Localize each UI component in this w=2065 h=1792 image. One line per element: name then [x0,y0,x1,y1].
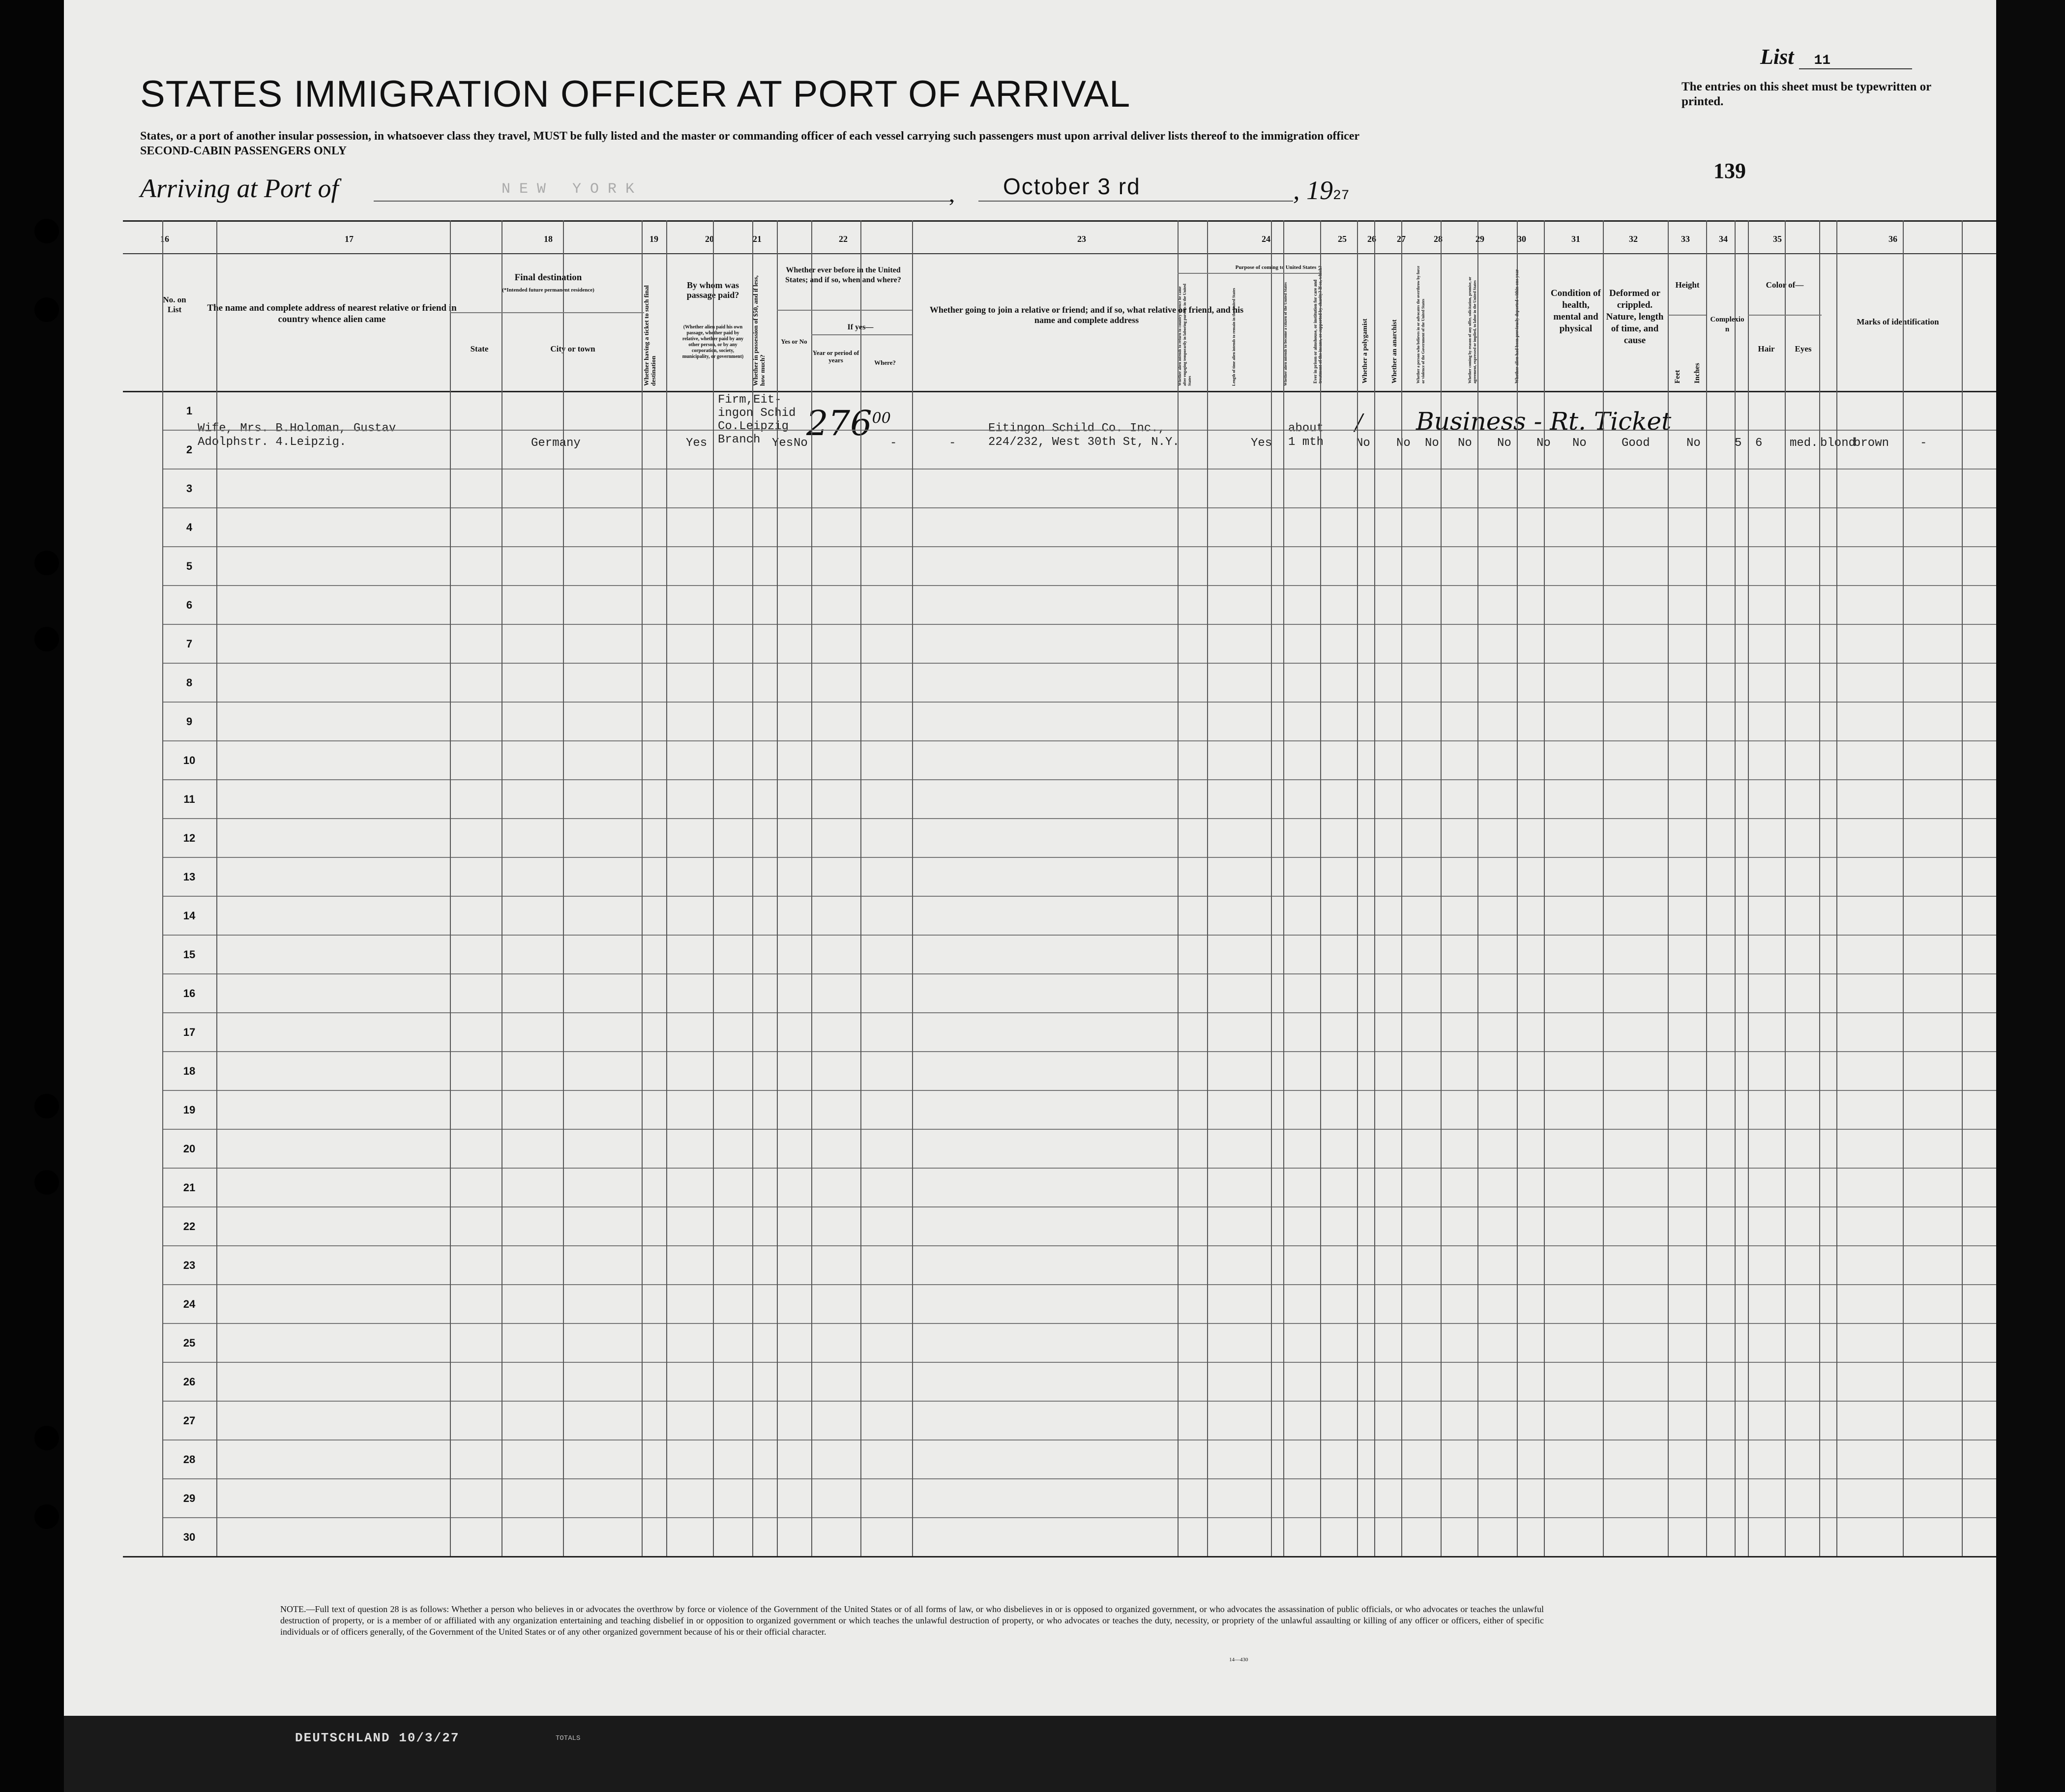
instructions-text: States, or a port of another insular possession, in whatsoever class they travel, MUST be fully listed and the master or commanding officer of each vessel carrying such passengers must upon arrival deliver lists thereof to the immigration officer SECOND-CABIN PASSENGERS ONLY [140,130,1360,157]
col-number: 21 [753,234,762,244]
column-rule [1668,220,1669,1556]
row-number: 4 [186,521,193,533]
height-feet: 5 [1735,437,1742,450]
row-number: 12 [183,832,196,844]
col24a-header: Whether alien intends to return to country whence he came after engaging temporarily in laboring pursuits in the United States [1178,284,1192,386]
column-rule [860,220,861,1556]
row-number: 14 [183,910,196,922]
money-handwritten: $276^{00}$ [806,403,891,443]
row-number: 3 [186,482,193,495]
punch-hole [34,551,59,575]
column-rule [1785,220,1786,1556]
col-number: 36 [1888,234,1897,244]
punch-hole [34,1504,59,1529]
column-rule [1477,220,1478,1556]
table-bottom-border [123,1556,1996,1557]
arrival-date: October 3 rd [1003,174,1141,199]
col21-header: Whether in possession of $50, and if less, how much? [752,275,766,386]
col-number: 33 [1681,234,1690,244]
punch-hole [34,1426,59,1450]
row-number: 23 [183,1259,196,1271]
before-where-value: - [949,437,956,450]
row-number: 22 [183,1220,196,1233]
row-rule [162,1090,1996,1091]
col34-header: Complexion [1710,316,1744,333]
col-number: 28 [1434,234,1443,244]
col24c-header: Whether alien intends to become a citizen of the United States [1283,282,1288,386]
row-rule [162,1284,1996,1285]
before-years-value: - [890,437,897,450]
labor-value: No [1536,437,1551,450]
col-number: 27 [1397,234,1406,244]
column-rule [450,220,451,1556]
col-number: 30 [1517,234,1526,244]
col22-yesno-header: Yes or No [781,338,807,345]
ticket-value: Yes [686,437,708,450]
form-number: 14—430 [1229,1657,1248,1663]
punch-hole [34,1094,59,1118]
row-number: 21 [183,1181,196,1194]
col17-header: The name and complete address of nearest relative or friend in country whence alien came [207,303,457,324]
passage-paid-by: Firm,Eit- ingon Schid Co.Leipzig Branch [718,393,796,446]
col-number: 20 [705,234,714,244]
row-number: 25 [183,1337,196,1349]
column-rule [642,220,643,1556]
col19-header: Whether having a ticket to such final destination [643,285,657,386]
row-number: 27 [183,1414,196,1427]
row-rule [162,1206,1996,1207]
col31-header: Condition of health, mental and physical [1551,288,1601,334]
row-rule [162,624,1996,625]
row-number: 10 [183,754,196,766]
col-number: 25 [1338,234,1347,244]
col35-header: Color of— [1766,280,1804,290]
column-rule [666,220,667,1556]
column-rule [563,220,564,1556]
row-rule [162,935,1996,936]
height-inches: 6 [1755,437,1763,450]
header-subrule [811,334,912,335]
row-number: 24 [183,1298,196,1310]
table-top-border [123,220,1996,222]
row-rule [162,1168,1996,1169]
row-rule [162,857,1996,858]
header-subrule [1178,273,1320,274]
row-rule [162,1478,1996,1479]
port-comma: , [949,181,955,206]
column-rule [752,220,753,1556]
column-rule [713,220,714,1556]
col27-header: Whether an anarchist [1391,319,1398,383]
deformed-value: No [1686,437,1701,450]
row-rule [162,740,1996,741]
col-number: 23 [1077,234,1086,244]
list-label: List 11 [1760,44,1912,69]
right-edge [1996,0,2065,1792]
row-rule [162,779,1996,780]
col18-header: Final destination [514,272,582,283]
column-rule [1271,220,1272,1556]
polygamist-value: No [1425,437,1439,450]
column-rule [1603,220,1604,1556]
row-number: 8 [186,676,193,689]
row-rule [162,1362,1996,1363]
question-28-note: NOTE.—Full text of question 28 is as follows: Whether a person who believes in or advocates the overthrow by force or violence of the Government of the United States or of all forms of law, or who disbelieves in or is opposed to organized government, or who advocates the assassination of public officials, or who advocates or teaches the unlawful destruction of property, or is a member of or affiliated with any organization entertaining and teaching disbelief in or opposition to organized government or which teaches the unlawful destruction of property, or who advocates or teaches the duty, necessity, or propriety of the unlawful assaulting or killing of any officer or officers, either of specific individuals or of officers generally, of the Government of the United States or of any other organized government because of his or their official character. [280,1604,1544,1637]
row-number: 11 [183,793,195,805]
date-line [978,201,1293,202]
length-of-stay: about 1 mth [1288,422,1324,449]
row-rule [162,469,1996,470]
before-us-value: No [794,437,808,450]
bottom-strip [64,1716,1996,1792]
col24b-header: Length of time alien intends to remain in the United States [1232,288,1236,386]
deported-value: No [1572,437,1587,450]
col22-header: Whether ever before in the United States; and if so, when and where? [785,266,901,284]
entries-note: The entries on this sheet must be typewritten or printed. [1682,80,1931,108]
row-number: 28 [183,1453,196,1466]
col22-where-header: Where? [874,359,896,366]
bottom-ship-stamp: DEUTSCHLAND 10/3/27 [295,1731,460,1745]
bottom-totals: TOTALS [556,1734,581,1742]
column-rule [1819,220,1820,1556]
row-rule [162,430,1996,431]
row-rule [162,1439,1996,1440]
column-rule [1401,220,1402,1556]
row-number: 1 [186,405,193,417]
row-rule [162,1012,1996,1013]
row-number: 26 [183,1376,196,1388]
row-number: 29 [183,1492,196,1504]
relative-address: Wife, Mrs. B.Holoman, Gustav Adolphstr. 4.Leipzig. [198,422,396,449]
punch-hole [34,1170,59,1195]
purpose-handwritten: Business - Rt. Ticket [1416,407,1672,436]
col-number: 18 [544,234,553,244]
row-number: 9 [186,715,193,728]
column-rule [1441,220,1442,1556]
row-number: 17 [183,1026,196,1038]
column-rule [1207,220,1208,1556]
citizen-value: No [1356,437,1370,450]
col-number: 29 [1475,234,1484,244]
manifest-sheet [64,0,1996,1792]
col16-header: No. on List [163,295,186,314]
column-rule [216,220,217,1556]
row-number: 19 [183,1104,196,1116]
col22-ifyes-header: If yes— [847,323,874,331]
punch-hole [34,627,59,651]
port-line [374,201,954,202]
column-rule [1748,220,1749,1556]
complexion-value: med. [1790,437,1818,450]
column-rule [1517,220,1518,1556]
col20-header: By whom was passage paid? [686,280,739,300]
year-prefix: , 1927 [1293,176,1350,205]
row-number: 13 [183,871,196,883]
row-rule [162,1401,1996,1402]
col-number: 24 [1262,234,1270,244]
col26-header: Whether a polygamist [1361,319,1369,383]
header-subrule [1668,315,1706,316]
header-subrule [450,312,644,313]
column-rule [1735,220,1736,1556]
health-value: Good [1622,437,1650,450]
row-rule [162,1051,1996,1052]
col32-header: Deformed or crippled. Nature, length of time, and cause [1606,288,1664,346]
row-rule [162,1129,1996,1130]
list-number: 11 [1799,53,1912,69]
column-rule [811,220,812,1556]
col28-header: Whether a person who believes in or advocates the overthrow by force or violence of the Government of the United States [1416,265,1425,383]
row-number: 18 [183,1065,196,1077]
col33-header: Height [1675,280,1700,290]
punch-hole [34,219,59,243]
row-rule [162,702,1996,703]
row-number: 20 [183,1143,196,1155]
column-rule [1357,220,1358,1556]
row-rule [162,973,1996,974]
row-number: 7 [186,638,193,650]
col-number: 22 [839,234,848,244]
header-bottom-border [123,391,1996,392]
row-rule [162,585,1996,586]
column-rule [1903,220,1904,1556]
arriving-label: Arriving at Port of [140,174,339,203]
row-number: 16 [183,987,196,999]
joining-relative: Eitingon Schild Co. Inc., 224/232, West 30th St, N.Y. [988,422,1180,449]
port-name: NEW YORK [502,181,644,198]
col18-subheader: (*Intended future permanent residence) [502,287,594,293]
col23-header: Whether going to join a relative or friend; and if so, what relative or friend, and his name and complete address [929,305,1244,325]
col24-header: Purpose of coming to United States [1235,264,1317,270]
overthrow-value: No [1497,437,1511,450]
col-number: 26 [1367,234,1376,244]
row-rule [162,1245,1996,1246]
col-number: 35 [1773,234,1782,244]
page-number: 139 [1713,159,1746,183]
marks-value: - [1920,437,1927,450]
header-subrule [777,310,912,311]
row-number: 30 [183,1531,196,1543]
row-rule [162,896,1996,897]
col18-state-header: State [470,344,489,353]
col33-feet-header: Feet [1674,370,1682,383]
col29-header: Whether coming by reason of any offer, solicitation, promise, or agreement, expressed or implied, to labor in the United States [1468,277,1477,383]
col-number: 31 [1571,234,1580,244]
row-rule [162,818,1996,819]
row-rule [162,663,1996,664]
row-number: 5 [186,560,193,572]
row-number: 6 [186,599,193,611]
money-value: Yes [772,437,794,450]
col18-city-header: City or town [550,344,595,353]
col33-inches-header: Inches [1693,363,1701,383]
col30-header: Whether alien had been previously deported within one year [1514,269,1519,383]
column-rule [1962,220,1963,1556]
page-title: STATES IMMIGRATION OFFICER AT PORT OF ARRIVAL [140,73,1131,115]
col35-eyes-header: Eyes [1795,344,1812,353]
anarchist-value: No [1458,437,1472,450]
row-rule [162,546,1996,547]
col25-header: Ever in prison or almshouse, or institution for care and treatment of the insane, or supported by charity? If so, which? [1313,265,1323,383]
column-rule [777,220,778,1556]
destination-state: Germany [531,437,581,450]
column-rule [1283,220,1284,1556]
row-rule [162,1517,1996,1518]
col-number: 17 [345,234,354,244]
row-rule [162,507,1996,508]
col36-header: Marks of identification [1857,317,1939,326]
column-rule [162,220,163,1556]
column-rule [1374,220,1375,1556]
col22-years-header: Year or period of years [812,349,859,364]
header-subrule [1748,315,1822,316]
col35-hair-header: Hair [1758,344,1775,353]
col-number: 19 [649,234,658,244]
col-number: 34 [1719,234,1728,244]
col-number: 16 [160,234,169,244]
column-rule [1544,220,1545,1556]
col-number: 32 [1629,234,1638,244]
row-number: 15 [183,948,196,961]
eyes-value: brown [1854,437,1889,450]
column-rule [1706,220,1707,1556]
prison-value: No [1396,437,1411,450]
column-rule [912,220,913,1556]
column-rule [1836,220,1837,1556]
column-rule [1320,220,1321,1556]
return-value: Yes [1251,437,1272,450]
column-rule [1178,220,1179,1556]
row-number: 2 [186,443,193,456]
row-rule [162,1323,1996,1324]
punch-hole [34,297,59,322]
hair-value: blond [1820,437,1856,450]
col20-subheader: (Whether alien paid his own passage, whether paid by relative, whether paid by any other person, or by any corporation, society, municipality, or government) [682,324,744,359]
colnum-divider [123,253,1996,254]
check-mark: / [1355,408,1362,438]
